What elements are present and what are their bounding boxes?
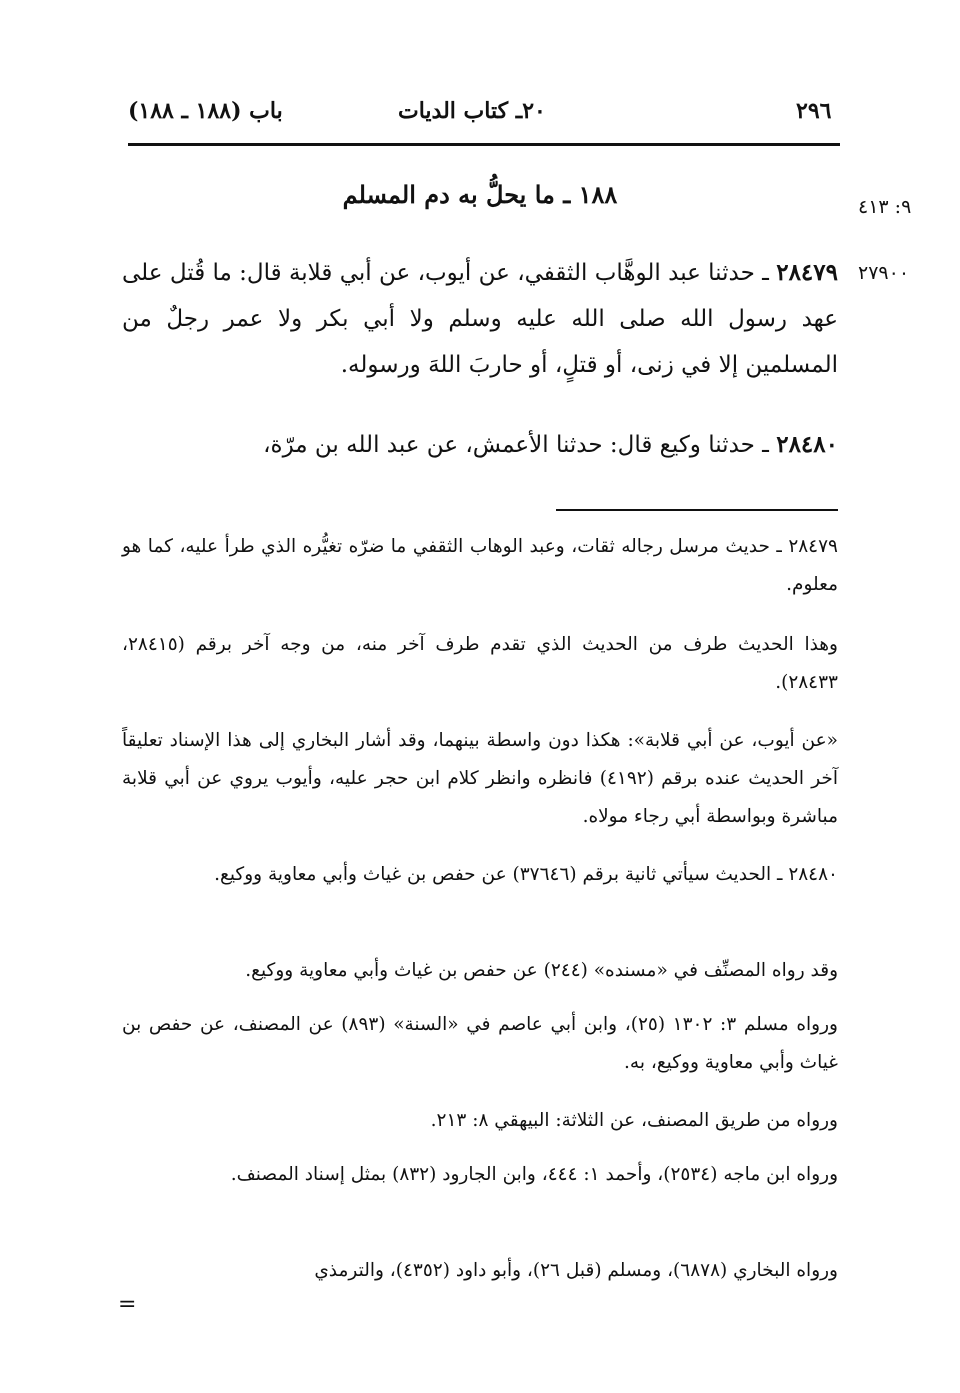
footnote-paragraph: وقد رواه المصنِّف في «مسنده» (٢٤٤) عن حفص بن غياث وأبي معاوية ووكيع. (245, 960, 838, 981)
chapter-title: ١٨٨ ـ ما يحلُّ به دم المسلم (342, 180, 618, 209)
chapter-range: باب (١٨٨ ـ ١٨٨) (128, 98, 283, 124)
footnote-paragraph: ورواه البخاري (٦٨٧٨)، ومسلم (قبل ٢٦)، وأبو داود (٤٣٥٢)، والترمذي (314, 1260, 838, 1281)
footnote-paragraph: ورواه من طريق المصنف، عن الثلاثة: البيهقي ٨: ٢١٣. (430, 1110, 838, 1131)
footnote-paragraph: وهذا الحديث طرف من الحديث الذي تقدم طرف آخر منه، من وجه آخر برقم (٢٨٤١٥، ٢٨٤٣٣). (122, 634, 838, 693)
header-rule (128, 143, 840, 146)
book-title: ٢٠ـ كتاب الديات (398, 98, 546, 124)
hadith-text: ـ حدثنا وكيع قال: حدثنا الأعمش، عن عبد الله بن مرّة، (263, 432, 769, 458)
hadith-text: ـ حدثنا عبد الوهَّاب الثقفي، عن أيوب، عن أبي قلابة قال: ما قُتل على عهد رسول الله صلى الله عليه وسلم ولا أبي بكر ولا عمر رجلٌ من المسلمين إلا في زنى، أو قتلٍ، أو حاربَ اللهَ ورسوله. (122, 260, 838, 378)
hadith-28480 (122, 422, 838, 468)
hadith-number-ref: ٢٧٩٠٠ (858, 262, 910, 284)
page-number: ٢٩٦ (796, 98, 832, 124)
continuation-mark: = (118, 1292, 137, 1317)
footnote-paragraph: ورواه مسلم ٣: ١٣٠٢ (٢٥)، وابن أبي عاصم في «السنة» (٨٩٣) عن المصنف، عن حفص بن غياث وأبي معاوية ووكيع، به. (122, 1014, 838, 1073)
hadith-number: ٢٨٤٨٠ (776, 431, 838, 458)
hadith-number: ٢٨٤٧٩ (776, 259, 838, 286)
volume-page-ref: ٩: ٤١٣ (858, 196, 912, 218)
footnote-paragraph: «عن أيوب، عن أبي قلابة»: هكذا دون واسطة بينهما، وقد أشار البخاري إلى هذا الإسناد تعليقاً آخر الحديث عنده برقم (٤١٩٢) فانظره وانظر كلام ابن حجر عليه، وأيوب يروي عن أبي قلابة مباشرة وبواسطة أبي رجاء مولاه. (122, 730, 838, 827)
footnote-separator (556, 509, 838, 511)
hadith-28479 (122, 250, 838, 388)
footnote-paragraph: ٢٨٤٨٠ ـ الحديث سيأتي ثانية برقم (٣٧٦٤٦) عن حفص بن غياث وأبي معاوية ووكيع. (214, 864, 838, 885)
footnote-paragraph: ورواه ابن ماجه (٢٥٣٤)، وأحمد ١: ٤٤٤، وابن الجارود (٨٣٢) بمثل إسناد المصنف. (230, 1164, 838, 1185)
footnote-paragraph: ٢٨٤٧٩ ـ حديث مرسل رجاله ثقات، وعبد الوهاب الثقفي ما ضرّه تغيُّره الذي طرأ عليه، كما هو معلوم. (122, 536, 838, 595)
